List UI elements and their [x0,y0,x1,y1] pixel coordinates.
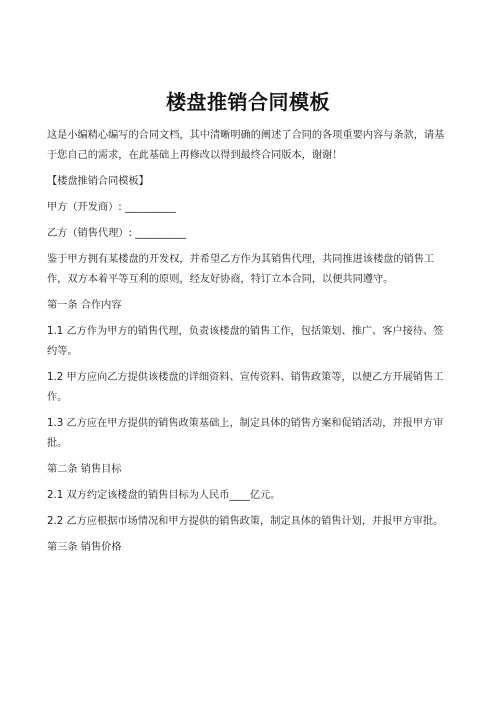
clause-2-2: 2.2 乙方应根据市场情况和甲方提供的销售政策，制定具体的销售计划，并报甲方审批。 [47,516,444,527]
preamble-paragraph: 鉴于甲方拥有某楼盘的开发权，并希望乙方作为其销售代理，共同推进该楼盘的销售工作，双方本着平等互利的原则，经友好协商，特订立本合同，以便共同遵守。 [47,254,435,285]
clause-1-3: 1.3 乙方应在甲方提供的销售政策基础上，制定具体的销售方案和促销活动，并报甲方审批。 [47,418,444,449]
article-2-heading: 第二条 销售目标 [47,464,122,475]
document-body [47,126,451,564]
article-1-heading: 第一条 合作内容 [47,300,122,311]
party-a-line: 甲方（开发商）: __________ [47,202,176,213]
intro-paragraph: 这是小编精心编写的合同文档，其中清晰明确的阐述了合同的各项重要内容与条款，请基于您自己的需求，在此基础上再修改以得到最终合同版本，谢谢！ [47,130,445,161]
clause-2-1: 2.1 双方约定该楼盘的销售目标为人民币____亿元。 [47,490,281,501]
article-3-heading: 第三条 销售价格 [47,542,122,553]
template-heading: 【楼盘推销合同模板】 [47,176,149,187]
clause-1-1: 1.1 乙方作为甲方的销售代理，负责该楼盘的销售工作，包括策划、推广、客户接待、签约等。 [47,326,444,357]
document-title: 楼盘推销合同模板 [166,90,330,114]
clause-1-2: 1.2 甲方应向乙方提供该楼盘的详细资料、宣传资料、销售政策等，以便乙方开展销售工作。 [47,372,444,403]
party-b-line: 乙方（销售代理）: __________ [47,228,187,239]
